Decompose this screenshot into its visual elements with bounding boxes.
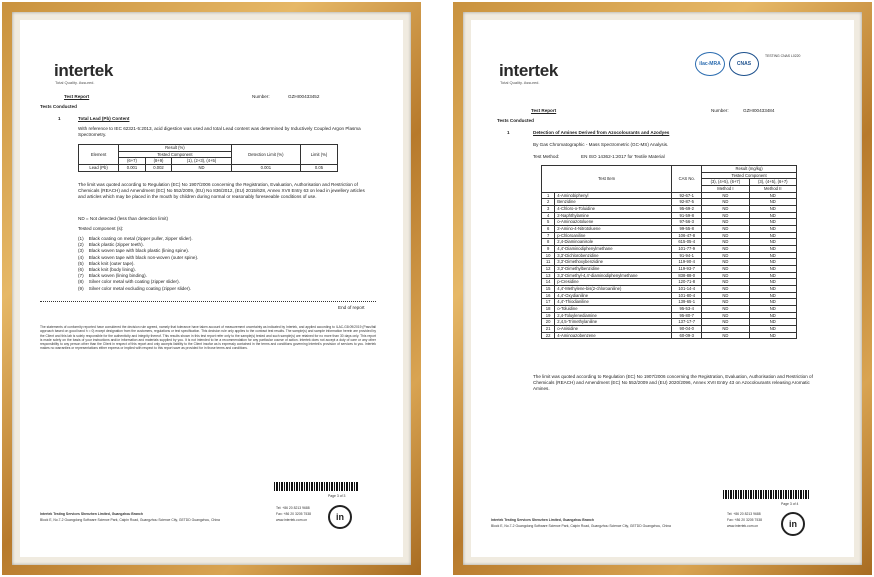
table-cell: ND bbox=[702, 306, 749, 313]
column-header: (1), (2+3), (4+5) bbox=[172, 158, 231, 165]
table-cell: 5 bbox=[542, 219, 555, 226]
table-cell: 120-71-8 bbox=[672, 279, 702, 286]
table-cell: 22 bbox=[542, 332, 555, 339]
detection-limit-header: Detection Limit (%) bbox=[231, 145, 300, 165]
table-cell: 137-17-7 bbox=[672, 319, 702, 326]
table-row bbox=[542, 312, 797, 319]
table-cell: ND bbox=[702, 206, 749, 213]
amine-result-table bbox=[541, 165, 797, 339]
intertek-logo: intertek bbox=[54, 61, 114, 80]
table-cell: p-Chloroaniline bbox=[555, 232, 672, 239]
amine-table-body bbox=[542, 192, 797, 339]
table-cell: 92-67-1 bbox=[672, 192, 702, 199]
table-cell: ND bbox=[749, 232, 796, 239]
table-cell: 101-77-9 bbox=[672, 246, 702, 253]
section-paragraph: With reference to IEC 62321-5:2013, acid digestion was used and total Lead content was determined by Inductively Coupled Argon Plasma Spectrometry. bbox=[78, 126, 361, 138]
table-cell: 7 bbox=[542, 232, 555, 239]
list-item: (6) Black knit (body lining). bbox=[78, 266, 136, 272]
section-method: By Gas Chromatographic - Mass Spectrometric (GC-MS) Analysis. bbox=[533, 142, 669, 147]
table-cell: 4 bbox=[542, 212, 555, 219]
table-cell: ND bbox=[749, 266, 796, 273]
column-header: (6+7) bbox=[119, 158, 146, 165]
table-cell: 20 bbox=[542, 319, 555, 326]
table-row bbox=[542, 226, 797, 233]
table-cell: 3,3'-Dimethoxybenzidine bbox=[555, 259, 672, 266]
table-row bbox=[542, 286, 797, 293]
page-number: Page 3 of 4 bbox=[781, 502, 799, 506]
table-cell: ND bbox=[702, 252, 749, 259]
table-cell: ND bbox=[749, 312, 796, 319]
list-item: (2) Black plastic (zipper teeth). bbox=[78, 242, 144, 248]
table-cell: ND bbox=[749, 332, 796, 339]
table-cell: ND bbox=[749, 192, 796, 199]
nd-note: ND = Not detected (less than detection limit) bbox=[78, 216, 169, 221]
list-item: (4) Black woven tape with black non-woven (outer spine). bbox=[78, 254, 199, 260]
test-method-label: Test Method: bbox=[533, 154, 560, 159]
table-row bbox=[542, 246, 797, 253]
table-cell: 4-Aminobiphenyl bbox=[555, 192, 672, 199]
table-cell: 4,4'-Methylene-bis(2-chloroaniline) bbox=[555, 286, 672, 293]
lab-address: Block E, No.7-2 Guangdong Software Science Park, Caipin Road, Guangzhou Science City, GETDD Guangzhou, China bbox=[40, 518, 220, 522]
table-row bbox=[542, 259, 797, 266]
tested-component-header: Tested Component bbox=[702, 172, 797, 179]
lab-website: www.intertek.com.cn bbox=[276, 518, 308, 522]
table-row bbox=[542, 192, 797, 199]
element-header: Element bbox=[79, 145, 119, 165]
table-row bbox=[542, 326, 797, 333]
table-cell: ND bbox=[749, 306, 796, 313]
table-cell: ND bbox=[749, 252, 796, 259]
table-cell: 4-Chloro-o-Toluidine bbox=[555, 206, 672, 213]
table-cell: o-Toluidine bbox=[555, 306, 672, 313]
table-cell: ND bbox=[702, 279, 749, 286]
table-cell: ND bbox=[702, 219, 749, 226]
end-of-report: End of report bbox=[338, 305, 365, 310]
lab-tel: Tel: +86 20 8213 9688 bbox=[276, 506, 310, 510]
table-cell: ND bbox=[702, 232, 749, 239]
table-cell: 14 bbox=[542, 279, 555, 286]
table-cell: ND bbox=[749, 286, 796, 293]
table-cell: p-Cresidine bbox=[555, 279, 672, 286]
table-cell: 3,3'-Dimethylbenzidine bbox=[555, 266, 672, 273]
table-cell: 101-80-4 bbox=[672, 292, 702, 299]
table-cell: 97-56-3 bbox=[672, 219, 702, 226]
table-cell: 2,4-Toluylenediamine bbox=[555, 312, 672, 319]
table-cell: 4,4'-Diaminodiphenylmethane bbox=[555, 246, 672, 253]
table-cell: ND bbox=[172, 165, 231, 172]
right-certificate-mat bbox=[463, 12, 862, 565]
list-item: (5) Black knit (outer tape). bbox=[78, 260, 135, 266]
section-title: Total Lead (Pb) Content bbox=[78, 116, 130, 121]
table-cell: 91-59-8 bbox=[672, 212, 702, 219]
table-cell: o-Aminoazotoluene bbox=[555, 219, 672, 226]
table-cell: 106-47-8 bbox=[672, 232, 702, 239]
table-cell: 12 bbox=[542, 266, 555, 273]
table-cell: 838-88-0 bbox=[672, 272, 702, 279]
table-row bbox=[542, 232, 797, 239]
table-cell: 11 bbox=[542, 259, 555, 266]
table-row bbox=[542, 332, 797, 339]
table-row bbox=[542, 206, 797, 213]
table-cell: 13 bbox=[542, 272, 555, 279]
logo-tagline: Total Quality. Assured. bbox=[55, 80, 95, 85]
regulation-paragraph: The limit was quoted according to Regulation (EC) No 1907/2006 concerning the Registration, Evaluation, Authorisation and Restriction of Chemicals (REACH) and Amendment (EC) No 552/2009, (EU) No 836/2012, (EU) 2015/628, Annex XVII Entry 63 on lead in jewellery articles and articles which may be placed in the mouth by children during normal or reasonably foreseeable conditions of use. bbox=[78, 182, 365, 200]
table-cell: ND bbox=[702, 259, 749, 266]
table-cell: ND bbox=[749, 219, 796, 226]
divider bbox=[40, 301, 376, 302]
barcode bbox=[274, 482, 358, 491]
table-cell: ND bbox=[702, 212, 749, 219]
table-cell: 8 bbox=[542, 239, 555, 246]
table-cell: ND bbox=[749, 199, 796, 206]
table-cell: 92-87-5 bbox=[672, 199, 702, 206]
table-row bbox=[542, 219, 797, 226]
table-cell: 3,3'-Dimethyl-4,4'-diaminodiphenylmethane bbox=[555, 272, 672, 279]
table-cell: ND bbox=[702, 292, 749, 299]
tests-conducted-label: Tests Conducted bbox=[40, 104, 77, 109]
table-row bbox=[542, 319, 797, 326]
table-cell: 4,4'-Oxydianiline bbox=[555, 292, 672, 299]
table-cell: ND bbox=[749, 272, 796, 279]
tested-components-label: Tested component (s): bbox=[78, 226, 124, 231]
table-row bbox=[542, 252, 797, 259]
tested-component-header: Tested Component bbox=[119, 151, 232, 158]
table-cell: 2 bbox=[542, 199, 555, 206]
intertek-seal-icon: in bbox=[328, 505, 352, 529]
table-row bbox=[542, 306, 797, 313]
column-header: (3), (4+5), (6+7) bbox=[702, 179, 749, 186]
table-cell: 6 bbox=[542, 226, 555, 233]
table-cell: 2-Naphthylamine bbox=[555, 212, 672, 219]
table-cell: 2,4,5-Trimethylaniline bbox=[555, 319, 672, 326]
table-cell: 0.05 bbox=[300, 165, 337, 172]
list-item: (3) Black woven tape with black plastic (lining spine). bbox=[78, 248, 190, 254]
table-cell: 1 bbox=[542, 192, 555, 199]
table-cell: 119-90-4 bbox=[672, 259, 702, 266]
table-cell: ND bbox=[702, 239, 749, 246]
table-cell: 139-65-1 bbox=[672, 299, 702, 306]
table-cell: 2-Amino-4-Nitrotoluene bbox=[555, 226, 672, 233]
table-cell: ND bbox=[749, 299, 796, 306]
table-cell: ND bbox=[702, 199, 749, 206]
table-cell: ND bbox=[749, 239, 796, 246]
result-header: Result (%) bbox=[119, 145, 232, 152]
lab-name: Intertek Testing Services Shenzhen Limited, Guangzhou Branch bbox=[40, 512, 143, 516]
table-cell: 19 bbox=[542, 312, 555, 319]
table-cell: 0.001 bbox=[231, 165, 300, 172]
test-item-header: Test Item bbox=[542, 166, 672, 193]
column-header: (8+9) bbox=[145, 158, 172, 165]
lab-name: Intertek Testing Services Shenzhen Limited, Guangzhou Branch bbox=[491, 518, 594, 522]
fine-print: The statements of conformity reported have considered the decision rule agreed, namely that tolerance have taken account of measurement uncertainty as indicated by Intertek, and applied according to ILAC-G8:09/2019 (Pass/fail approach based on good band h = 0) except designation from the customers, regulations or test specification. This decision rule only applies to the contract test results. The sample(s) and sample information herein are provided by the Client and this lab is solely responsible for the authenticity and integrity thereof. This results shown in this test report refer only to the sample(s) tested and such sample(s) are retained for no more than 30 days only. This report is made solely on the basis of your instructions and/or information and materials supplied by you. It is not intended to be a recommendation for any particular course of action. Intertek does not accept a duty of care or any other responsibility to any person other than the Client in respect of this report and only accepts liability to the Client insofar as is expressly contained in the terms and conditions governing Intertek's provision of services to you. Intertek makes no warranties or representations either express or implied with respect to this report save as provided for in those terms and conditions. bbox=[40, 325, 376, 351]
table-cell: 95-69-2 bbox=[672, 206, 702, 213]
table-cell: ND bbox=[749, 259, 796, 266]
list-item: (9) Silver color metal excluding coating (zipper slider). bbox=[78, 285, 192, 291]
table-cell: ND bbox=[702, 326, 749, 333]
table-cell: ND bbox=[702, 226, 749, 233]
intertek-logo: intertek bbox=[499, 61, 559, 80]
table-cell: ND bbox=[702, 299, 749, 306]
tests-conducted-label: Tests Conducted bbox=[497, 118, 534, 123]
table-cell: ND bbox=[749, 246, 796, 253]
method-header: Method I bbox=[702, 186, 749, 193]
table-cell: ND bbox=[702, 266, 749, 273]
left-certificate-frame bbox=[2, 2, 421, 575]
test-report-label: Test Report bbox=[531, 108, 557, 113]
report-number: GZHI00433484 bbox=[743, 108, 775, 113]
table-cell: 0.001 bbox=[119, 165, 146, 172]
column-header: (3), (4+5), (6+7) bbox=[749, 179, 796, 186]
table-row bbox=[542, 272, 797, 279]
table-cell: 16 bbox=[542, 292, 555, 299]
lab-address: Block E, No.7-2 Guangdong Software Science Park, Caipin Road, Guangzhou Science City, GETDD Guangzhou, China bbox=[491, 524, 671, 528]
test-report-label: Test Report bbox=[64, 94, 90, 99]
table-cell: ND bbox=[749, 212, 796, 219]
table-cell: 95-53-4 bbox=[672, 306, 702, 313]
table-cell: 17 bbox=[542, 299, 555, 306]
table-cell: ND bbox=[702, 319, 749, 326]
table-cell: 91-94-1 bbox=[672, 252, 702, 259]
table-cell: ND bbox=[702, 332, 749, 339]
table-cell: ND bbox=[749, 319, 796, 326]
lab-fax: Fax: +86 20 3205 7538 bbox=[276, 512, 311, 516]
table-cell: 119-93-7 bbox=[672, 266, 702, 273]
section-title: Detection of Amines Derived from Azocolourants and Azodyes bbox=[533, 130, 670, 135]
table-row bbox=[542, 266, 797, 273]
components-list bbox=[78, 236, 198, 292]
lab-fax: Fax: +86 20 3205 7538 bbox=[727, 518, 762, 522]
cas-header: CAS No. bbox=[672, 166, 702, 193]
table-row bbox=[542, 279, 797, 286]
test-method-value: EN ISO 14362-1:2017 for Textile Material bbox=[581, 154, 665, 159]
right-certificate-frame bbox=[453, 2, 872, 575]
table-cell: Benzidine bbox=[555, 199, 672, 206]
page-number: Page 3 of 3 bbox=[328, 494, 346, 498]
table-cell: 9 bbox=[542, 246, 555, 253]
table-cell: ND bbox=[702, 286, 749, 293]
table-cell: ND bbox=[749, 226, 796, 233]
table-row bbox=[542, 212, 797, 219]
method-header: Method II bbox=[749, 186, 796, 193]
table-cell: o-Anisidine bbox=[555, 326, 672, 333]
table-cell: 0.002 bbox=[145, 165, 172, 172]
limit-header: Limit (%) bbox=[300, 145, 337, 165]
table-row bbox=[542, 292, 797, 299]
report-number: GZHI00433452 bbox=[288, 94, 320, 99]
list-item: (7) Black woven (lining binding). bbox=[78, 273, 147, 279]
number-label: Number: bbox=[711, 108, 729, 113]
section-number: 1 bbox=[507, 130, 510, 135]
table-cell: 90-04-0 bbox=[672, 326, 702, 333]
table-cell: ND bbox=[749, 206, 796, 213]
row-label: Lead (Pb) bbox=[79, 165, 119, 172]
table-cell: ND bbox=[702, 312, 749, 319]
table-cell: 95-80-7 bbox=[672, 312, 702, 319]
list-item: (1) Black coating on metal (zipper puller, zipper slider). bbox=[78, 236, 193, 241]
table-cell: 4,4'-Thiodianiline bbox=[555, 299, 672, 306]
section-number: 1 bbox=[58, 116, 61, 121]
result-header: Result (mg/kg) bbox=[702, 166, 797, 173]
intertek-seal-icon: in bbox=[781, 512, 805, 536]
table-row bbox=[542, 199, 797, 206]
table-cell: 2,4-Diaminoanisole bbox=[555, 239, 672, 246]
ilac-mra-badge-icon: ilac-MRA bbox=[695, 52, 725, 76]
table-cell: 101-14-4 bbox=[672, 286, 702, 293]
table-cell: ND bbox=[702, 192, 749, 199]
table-cell: 615-05-4 bbox=[672, 239, 702, 246]
table-cell: 21 bbox=[542, 326, 555, 333]
cnas-badge-icon: CNAS bbox=[729, 52, 759, 76]
number-label: Number: bbox=[252, 94, 270, 99]
table-cell: 15 bbox=[542, 286, 555, 293]
logo-tagline: Total Quality. Assured. bbox=[500, 80, 540, 85]
table-cell: 18 bbox=[542, 306, 555, 313]
accreditation-text: TESTING CNAS L0220 bbox=[765, 54, 801, 58]
table-cell: ND bbox=[749, 292, 796, 299]
right-report-page bbox=[471, 20, 854, 557]
lab-website: www.intertek.com.cn bbox=[727, 524, 759, 528]
table-cell: ND bbox=[749, 326, 796, 333]
regulation-paragraph: The limit was quoted according to Regulation (EC) No 1907/2006 concerning the Registration, Evaluation, Authorisation and Restriction of Chemicals (REACH) and Amendment (EC) No 552/2009 and (EU) 2020/2096, Annex XVII Entry 43 on Azocolourants releasing Aromatic Amines. bbox=[533, 374, 813, 392]
table-row bbox=[542, 239, 797, 246]
table-cell: 4-Aminoazobenzene bbox=[555, 332, 672, 339]
list-item: (8) Silver color metal with coating (zipper slider). bbox=[78, 279, 180, 285]
table-cell: ND bbox=[749, 279, 796, 286]
left-report-page bbox=[20, 20, 403, 557]
lead-result-table bbox=[78, 144, 338, 172]
lab-tel: Tel: +86 20 8213 9688 bbox=[727, 512, 761, 516]
left-certificate-mat bbox=[12, 12, 411, 565]
barcode bbox=[723, 490, 809, 499]
table-cell: ND bbox=[702, 272, 749, 279]
table-cell: 3 bbox=[542, 206, 555, 213]
table-cell: ND bbox=[702, 246, 749, 253]
table-cell: 10 bbox=[542, 252, 555, 259]
table-cell: 99-55-8 bbox=[672, 226, 702, 233]
table-cell: 3,3'-Dichlorobenzidine bbox=[555, 252, 672, 259]
table-row bbox=[542, 299, 797, 306]
table-cell: 60-09-3 bbox=[672, 332, 702, 339]
